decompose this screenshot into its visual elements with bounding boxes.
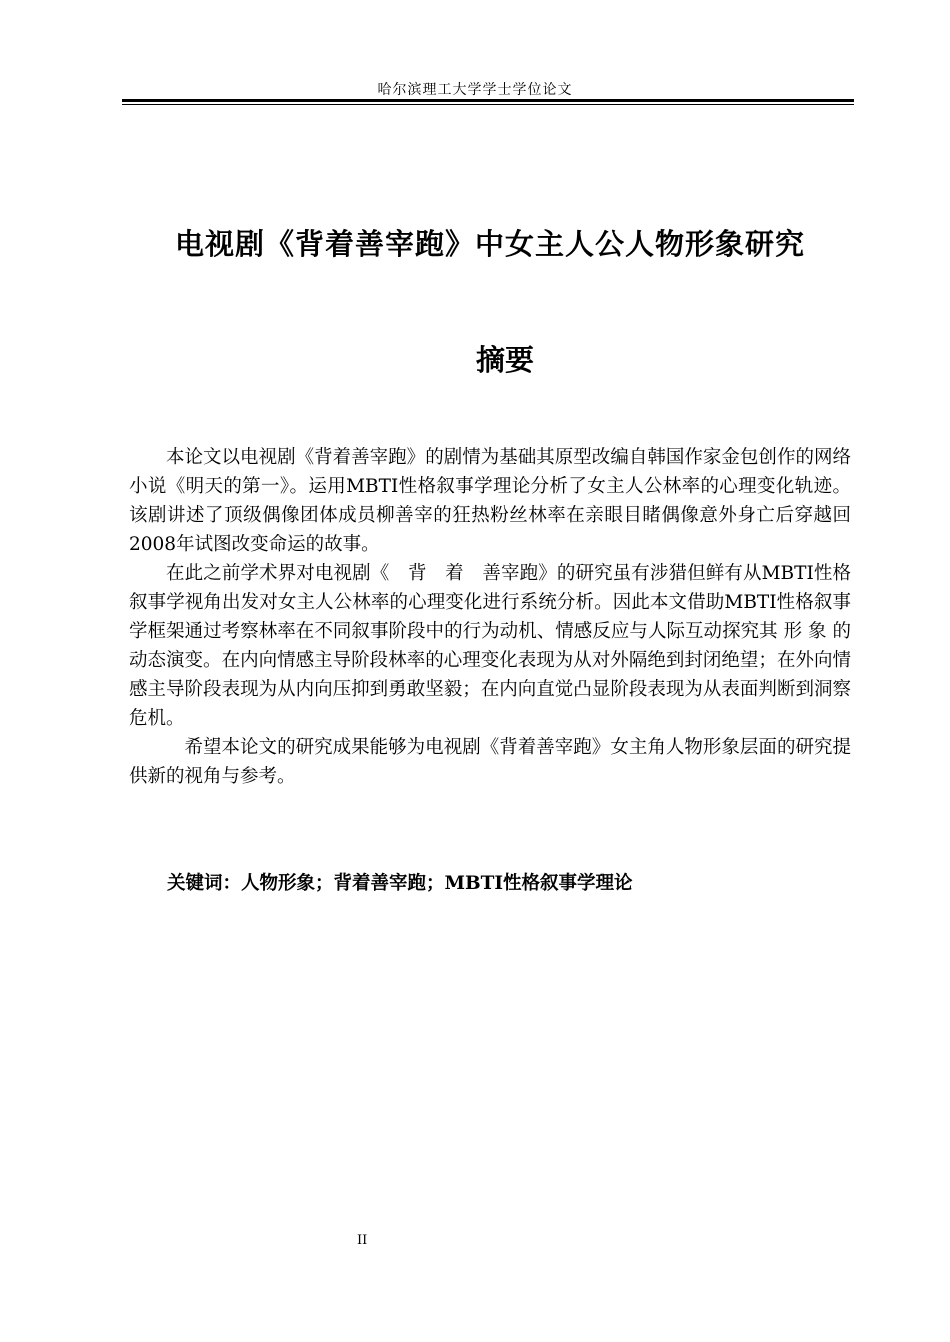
abstract-body xyxy=(129,443,851,791)
header-rule-thin xyxy=(122,104,854,105)
page-number: II xyxy=(357,1233,368,1248)
abstract-paragraph-3: 希望本论文的研究成果能够为电视剧《背着善宰跑》女主角人物形象层面的研究提供新的视角与参考。 xyxy=(129,737,851,787)
abstract-paragraph-1: 本论文以电视剧《背着善宰跑》的剧情为基础其原型改编自韩国作家金包创作的网络小说《明天的第一》。运用MBTI性格叙事学理论分析了女主人公林率的心理变化轨迹。该剧讲述了顶级偶像团体成员柳善宰的狂热粉丝林率在亲眼目睹偶像意外身亡后穿越回2008年试图改变命运的故事。 xyxy=(129,447,851,555)
paper-title: 电视剧《背着善宰跑》中女主人公人物形象研究 xyxy=(174,227,805,261)
keywords-line: 关键词：人物形象；背着善宰跑；MBTI性格叙事学理论 xyxy=(167,873,633,894)
abstract-heading: 摘要 xyxy=(476,343,535,377)
abstract-paragraph-2: 在此之前学术界对电视剧《 背 着 善宰跑》的研究虽有涉猎但鲜有从MBTI性格叙事学视角出发对女主人公林率的心理变化进行系统分析。因此本文借助MBTI性格叙事学框架通过考察林率在不同叙事阶段中的行为动机、情感反应与人际互动探究其 形 象 的动态演变。在内向情感主导阶段林率的心理变化表现为从对外隔绝到封闭绝望；在外向情感主导阶段表现为从内向压抑到勇敢坚毅；在内向直觉凸显阶段表现为从表面判断到洞察危机。 xyxy=(129,563,851,729)
header-rule-thick xyxy=(122,99,854,102)
running-header: 哈尔滨理工大学学士学位论文 xyxy=(377,82,573,98)
